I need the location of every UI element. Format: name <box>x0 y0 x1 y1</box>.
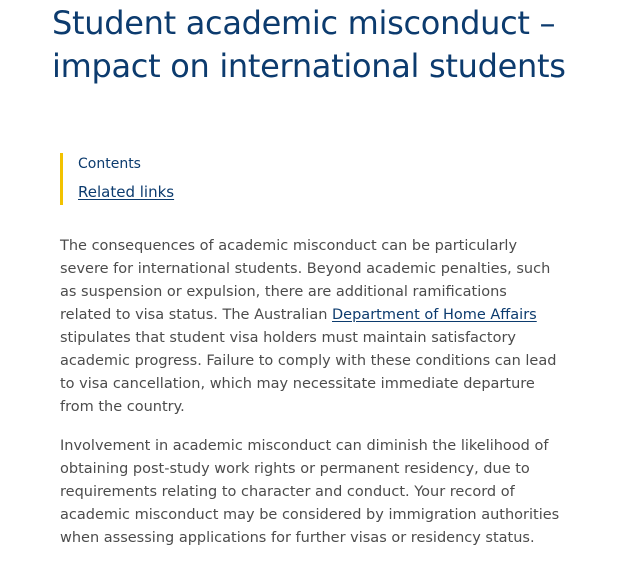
table-of-contents <box>60 153 174 205</box>
article-body <box>60 235 560 566</box>
paragraph-text-after-link: stipulates that student visa holders must maintain satisfactory academic progress. Failure to comply with these conditions can lead to visa cancellation, which may necessitate immediate departure from the country. <box>60 330 557 415</box>
department-of-home-affairs-link[interactable]: Department of Home Affairs <box>332 307 537 323</box>
paragraph-visa-consequences <box>60 235 560 419</box>
toc-link-related-links[interactable]: Related links <box>78 183 175 201</box>
page-title: Student academic misconduct – impact on international students <box>52 4 566 85</box>
paragraph-text-before-link: The consequences of academic misconduct can be particularly severe for international students. Beyond academic penalties, such as suspension or expulsion, there are additional ramifications related to visa status. The Australian <box>60 238 551 323</box>
toc-heading: Contents <box>78 156 141 172</box>
paragraph-post-study-impact: Involvement in academic misconduct can diminish the likelihood of obtaining post-study work rights or permanent residency, due to requirements relating to character and conduct. Your record of academic misconduct may be considered by immigration authorities when assessing applications for further visas or residency status. <box>60 438 560 546</box>
